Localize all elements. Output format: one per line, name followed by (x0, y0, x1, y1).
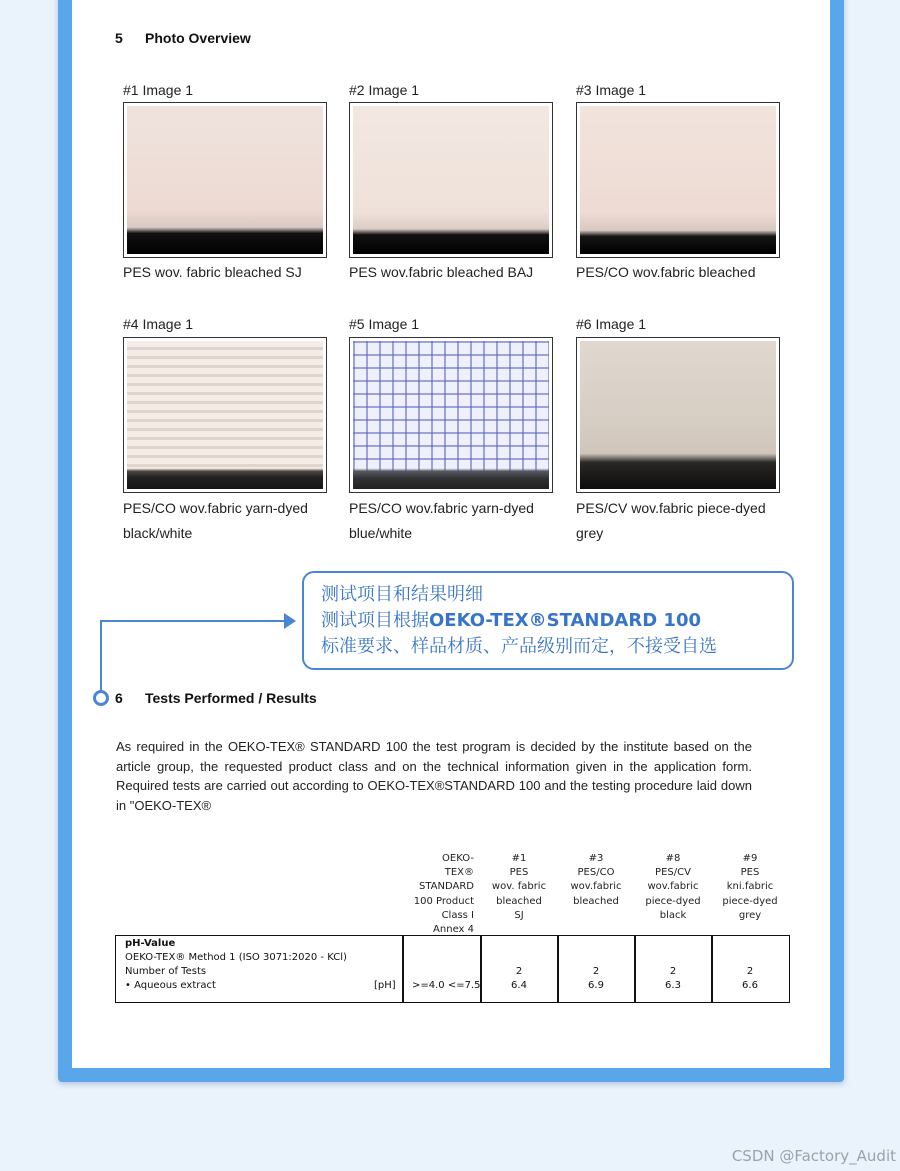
callout-connector-horizontal (100, 620, 286, 622)
aqueous-extract-label: • Aqueous extract (125, 980, 216, 991)
ph-result-2: 6.9 (588, 980, 604, 991)
photo-caption-4 (123, 496, 345, 546)
std-head-line: OEKO- (442, 853, 474, 864)
limit-value: >=4.0 <=7.5 (412, 980, 481, 991)
photo-caption-4-line1: PES/CO wov.fabric yarn-dyed (123, 500, 308, 516)
tests-count-1: 2 (515, 966, 523, 977)
col-head-line: #9 (742, 853, 758, 864)
fabric-image-5 (353, 341, 549, 489)
ph-result-1: 6.4 (511, 980, 527, 991)
fabric-image-1 (127, 106, 323, 254)
photo-caption-5-line2: blue/white (349, 525, 413, 541)
photo-label-6: #6 Image 1 (576, 316, 647, 332)
anchor-dot-icon (93, 690, 109, 706)
col-head-line: SJ (514, 909, 524, 921)
photo-2 (349, 102, 553, 258)
photo-3 (576, 102, 780, 258)
section-5-title: Photo Overview (145, 30, 251, 46)
col-head-line: piece-dyed (645, 895, 701, 907)
callout-line-2-prefix: 测试项目根据 (321, 610, 429, 631)
section-6-intro: As required in the OEKO-TEX® STANDARD 100 the test program is decided by the institute based on the article group, the requested product class and on the technical information given in the application form. Required tests are carried out according to OEKO-TEX®STANDARD 100 and the testing procedure laid down in "OEKO-TEX® (116, 739, 752, 813)
test-title: pH-Value (125, 938, 176, 949)
section-6-title: Tests Performed / Results (145, 690, 317, 706)
col-head-line: PES/CV (655, 867, 691, 879)
callout-line-2-standard: OEKO-TEX®STANDARD 100 (429, 610, 702, 631)
photo-1 (123, 102, 327, 258)
fabric-image-2 (353, 106, 549, 254)
ph-result-4: 6.6 (742, 980, 758, 991)
fabric-image-4 (127, 341, 323, 489)
col-head-line: PES (509, 867, 529, 879)
col-head-line: piece-dyed (722, 895, 778, 907)
callout-line-2 (321, 608, 792, 634)
section-6-heading (115, 690, 317, 706)
fabric-image-6 (580, 341, 776, 489)
col-head-line: #1 (511, 853, 527, 864)
photo-caption-2 (349, 260, 571, 285)
std-head-line: 100 Product (413, 895, 474, 907)
photo-caption-2-line1: PES wov.fabric bleached BAJ (349, 264, 534, 280)
sample-column-header-1 (481, 852, 557, 923)
ph-result-3: 6.3 (665, 980, 681, 991)
std-head-line: TEX® (444, 867, 474, 879)
photo-caption-6 (576, 496, 798, 546)
results-table (115, 935, 790, 1003)
photo-label-2: #2 Image 1 (349, 82, 420, 98)
annotation-callout (302, 571, 794, 670)
col-head-line: bleached (496, 895, 542, 907)
photo-caption-1-line1: PES wov. fabric bleached SJ (123, 264, 302, 280)
col-head-line: black (659, 909, 687, 921)
std-head-line: Class I (441, 909, 474, 921)
section-5-heading (115, 30, 251, 46)
number-of-tests-label: Number of Tests (125, 966, 207, 977)
tests-count-2: 2 (592, 966, 600, 977)
col-head-line: wov.fabric (570, 881, 622, 893)
photo-caption-3 (576, 260, 798, 285)
tests-count-4: 2 (746, 966, 754, 977)
section-6-number: 6 (115, 690, 123, 706)
tests-count-3: 2 (669, 966, 677, 977)
col-head-line: kni.fabric (726, 881, 774, 893)
photo-caption-5 (349, 496, 571, 546)
fabric-image-3 (580, 106, 776, 254)
col-head-line: #3 (588, 853, 604, 864)
std-head-line: STANDARD (418, 881, 474, 893)
callout-connector-vertical (100, 620, 102, 694)
photo-caption-6-line2: grey (576, 525, 604, 541)
photo-label-1: #1 Image 1 (123, 82, 194, 98)
photo-label-5: #5 Image 1 (349, 316, 420, 332)
std-head-line: Annex 4 (433, 924, 474, 936)
photo-caption-4-line2: black/white (123, 525, 193, 541)
photo-caption-3-line1: PES/CO wov.fabric bleached (576, 264, 756, 280)
table-divider (402, 936, 404, 1002)
callout-line-1: 测试项目和结果明细 (321, 584, 483, 605)
test-method: OEKO-TEX® Method 1 (ISO 3071:2020 - KCl) (125, 952, 347, 963)
sample-column-header-4 (712, 852, 788, 923)
photo-4 (123, 337, 327, 493)
col-head-line: grey (738, 909, 762, 921)
arrow-right-icon (284, 613, 296, 629)
col-head-line: wov. fabric (491, 881, 547, 893)
sample-column-header-3 (635, 852, 711, 923)
photo-label-4: #4 Image 1 (123, 316, 194, 332)
photo-caption-5-line1: PES/CO wov.fabric yarn-dyed (349, 500, 534, 516)
col-head-line: #8 (665, 853, 681, 864)
photo-label-3: #3 Image 1 (576, 82, 647, 98)
col-head-line: bleached (573, 895, 619, 907)
col-head-line: PES/CO (577, 867, 615, 879)
section-5-number: 5 (115, 30, 123, 46)
col-head-line: wov.fabric (647, 881, 699, 893)
col-head-line: PES (740, 867, 760, 879)
photo-5 (349, 337, 553, 493)
callout-line-3: 标准要求、样品材质、产品级别而定，不接受自选 (321, 636, 717, 657)
sample-column-header-2 (558, 852, 634, 909)
standard-column-header (402, 852, 474, 937)
photo-6 (576, 337, 780, 493)
watermark: CSDN @Factory_Audit (731, 1147, 896, 1165)
photo-caption-1 (123, 260, 345, 285)
photo-caption-6-line1: PES/CV wov.fabric piece-dyed (576, 500, 766, 516)
unit-label: [pH] (374, 980, 396, 991)
